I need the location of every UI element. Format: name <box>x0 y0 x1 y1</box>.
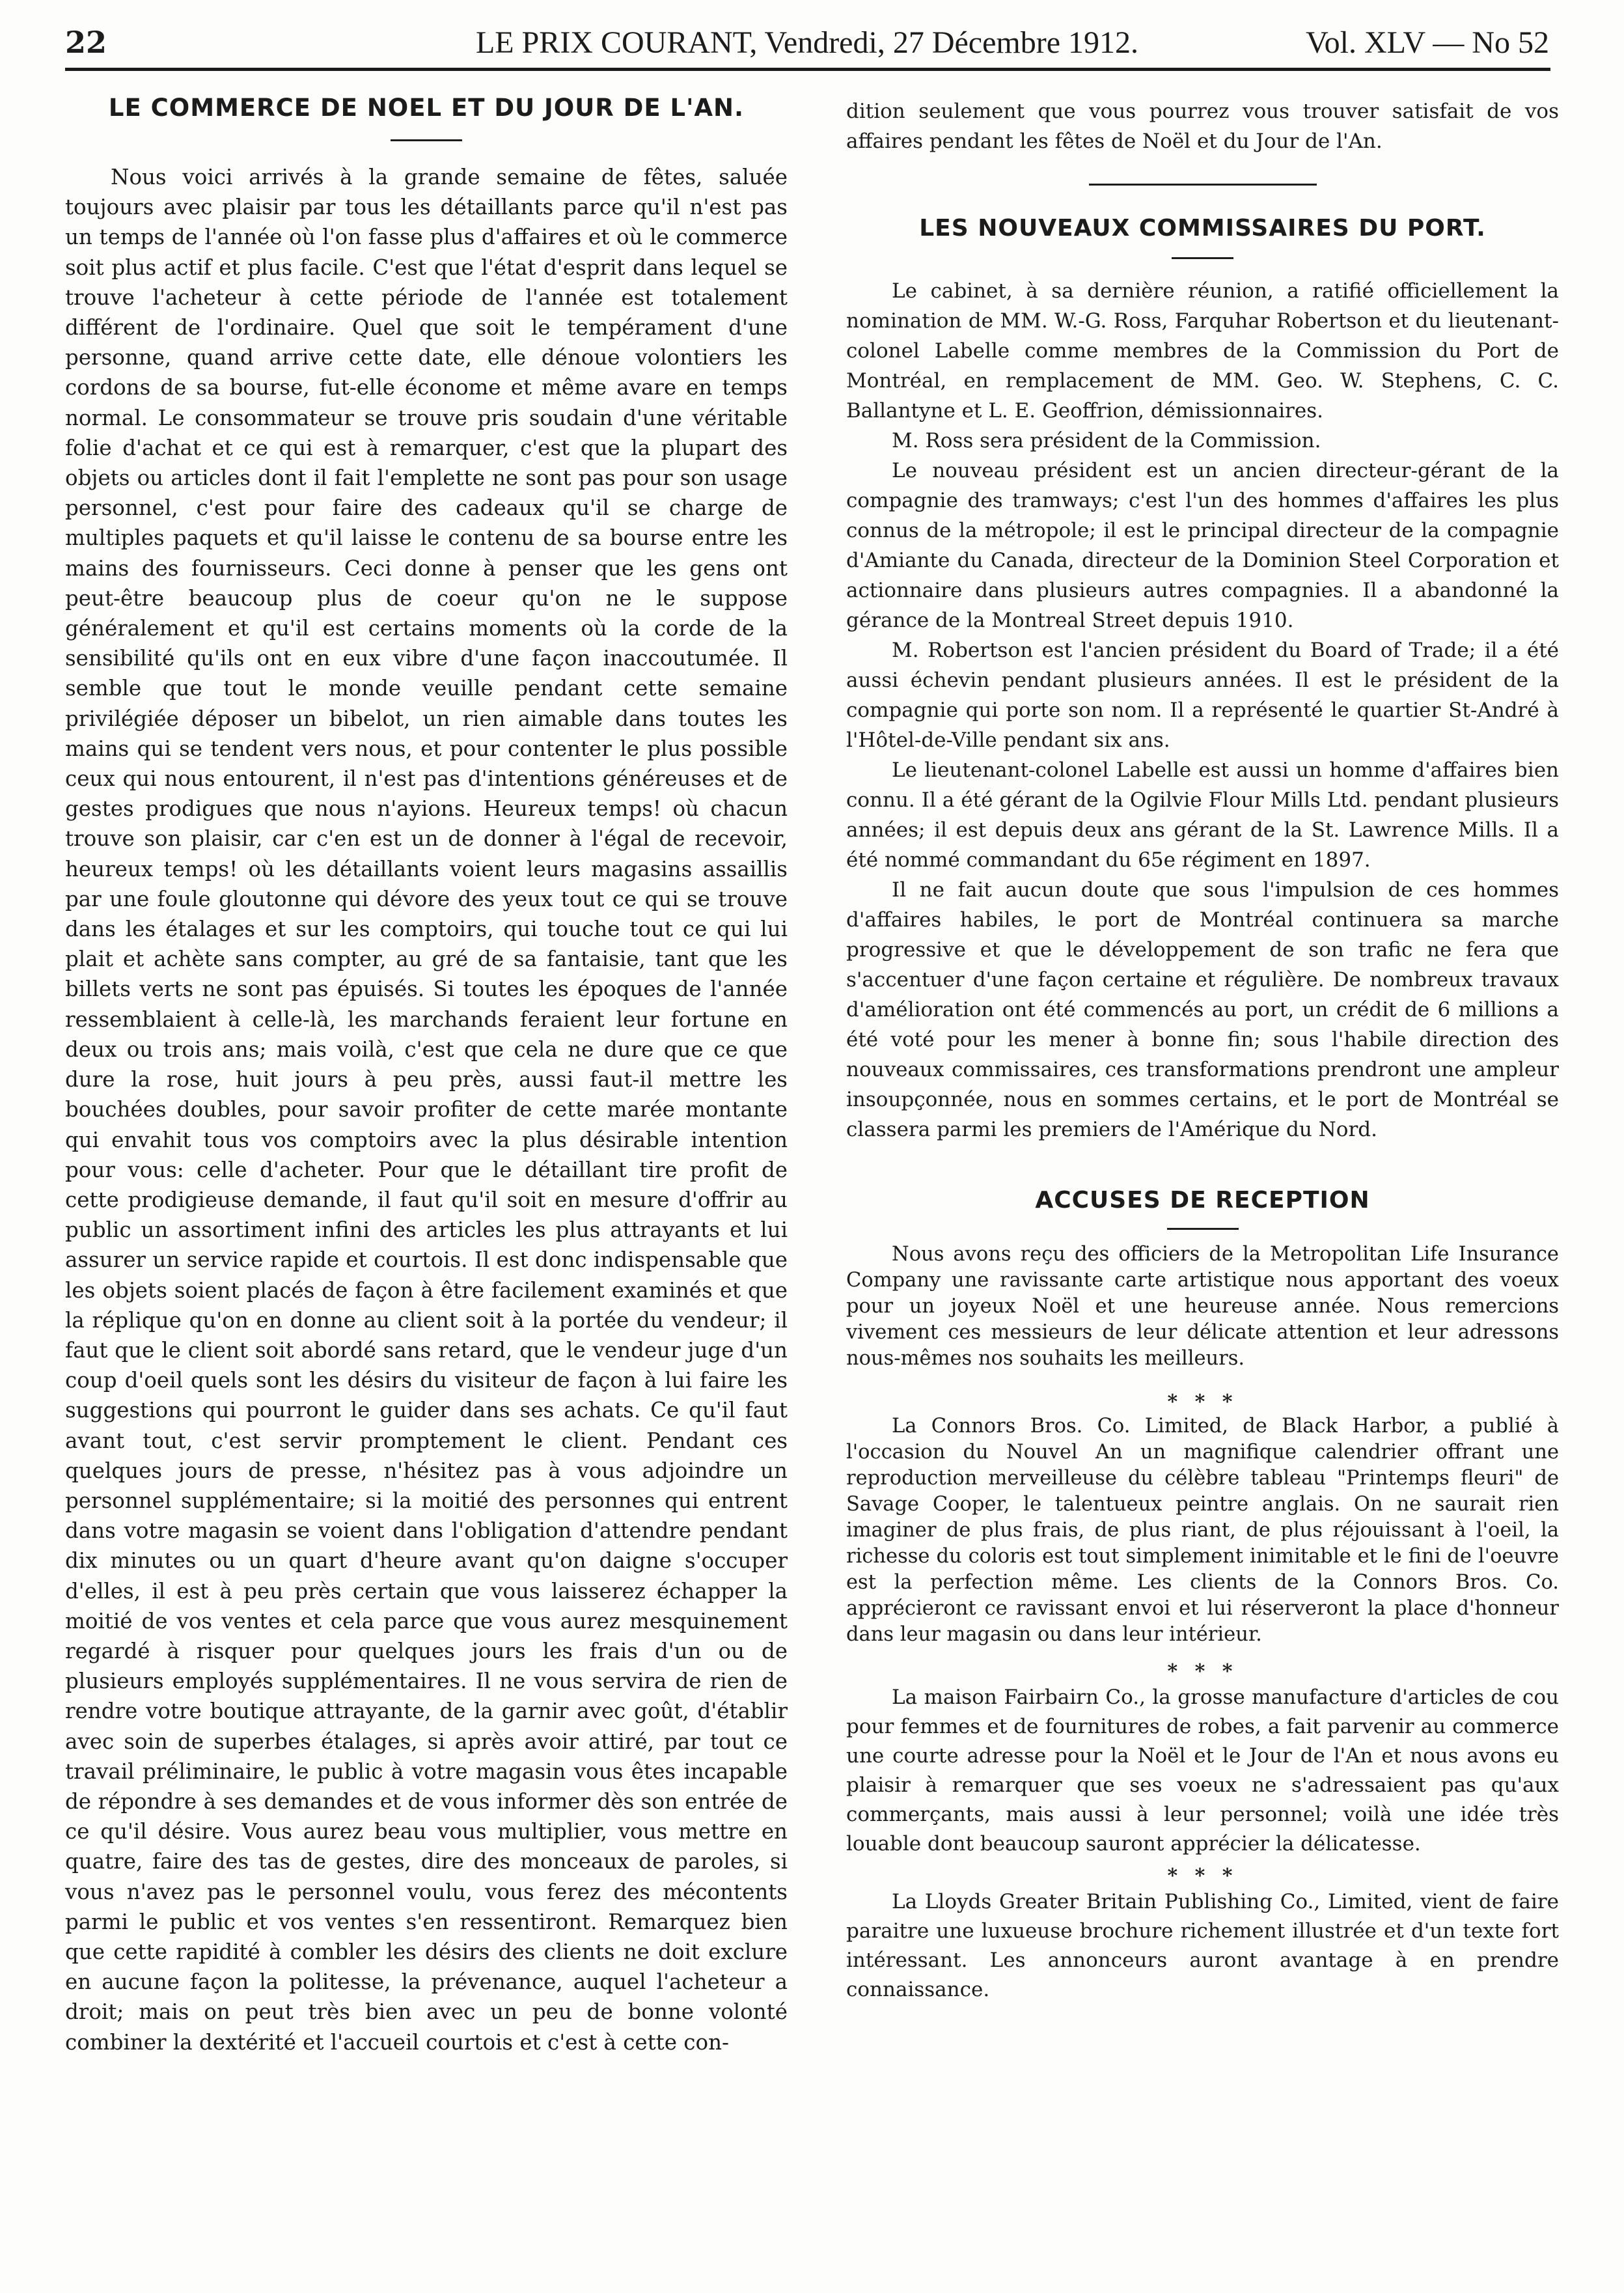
accuses-paragraph-3: La maison Fairbairn Co., la grosse manufacture d'articles de cou pour femmes et de fournitures de robes, a fait parvenir au commerce une courte adresse pour la Noël et le Jour de l'An et nous avons eu plaisir à remarquer que ses voeux ne s'adressaient pas qu'aux commerçants, mais aussi à leur personnel; voilà une idée très louable dont beaucoup sauront apprécier la délicatesse. <box>846 1686 1559 1855</box>
separator-stars: * * * <box>1167 1391 1238 1413</box>
article-noel-text: Nous voici arrivés à la grande semaine de fêtes, saluée toujours avec plaisir par tous les détaillants parce qu'il n'est pas un temps de l'année où l'on fasse plus d'affaires et où le commerce soit plus actif et plus facile. C'est que l'état d'esprit dans lequel se trouve l'acheteur à cette période de l'année est totalement différent de l'ordinaire. Quel que soit le tempérament d'une personne, quand arrive cette date, elle dénoue volontiers les cordons de sa bourse, fut-elle économe et même avare en temps normal. Le consommateur se trouve pris soudain d'une véritable folie d'achat et ce qui est à remarquer, c'est que la plupart des objets ou articles dont il fait l'emplette ne sont pas pour son usage personnel, c'est pour faire des cadeaux qu'il se charge de multiples paquets et qu'il laisse le contenu de sa bourse entre les mains des fournisseurs. Ceci donne à penser que les gens ont peut-être beaucoup plus de coeur qu'on ne le suppose généralement et qu'il est certains moments où la corde de la sensibilité qu'ils ont en eux vibre d'une façon inaccoutumée. Il semble que tout le monde veuille pendant cette semaine privilégiée déposer un bibelot, un rien aimable dans toutes les mains qui se tendent vers nous, et pour contenter le plus possible ceux qui nous entourent, il n'est pas d'intentions généreuses et de gestes prodigues que nous n'ayions. Heureux temps! où chacun trouve son plaisir, car c'en est un de donner à l'égal de recevoir, heureux temps! où les détaillants voient leurs magasins assaillis par une foule gloutonne qui dévore des yeux tout ce qui se trouve dans les étalages et sur les comptoirs, qui touche tout ce qui lui plait et achète sans compter, au gré de sa fantaisie, tant que les billets verts ne sont pas épuisés. Si toutes les époques de l'année ressemblaient à celle-là, les marchands feraient leur fortune en deux ou trois ans; mais voilà, c'est que cela ne dure que ce que dure la rose, huit jours à peu près, aussi faut-il mettre les bouchées doubles, pour savoir profiter de cette marée montante qui envahit tous vos comptoirs avec la plus désirable intention pour vous: celle d'acheter. Pour que le détaillant tire profit de cette prodigieuse demande, il faut qu'il soit en mesure d'offrir au public un assortiment infini des articles les plus attrayants et lui assurer un service rapide et courtois. Il est donc indispensable que les objets soient placés de façon à être facilement examinés et que la réplique qu'on en donne au client soit à la portée du vendeur; il faut que le client soit abordé sans retard, que le vendeur juge d'un coup d'oeil quels sont les désirs du visiteur de façon à lui faire les suggestions qui pourront le guider dans ses achats. Ce qu'il faut avant tout, c'est servir promptement le client. Pendant ces quelques jours de presse, n'hésitez pas à vous adjoindre un personnel supplémentaire; si la moitié des personnes qui entrent dans votre magasin se voient dans l'obligation d'attendre pendant dix minutes ou un quart d'heure avant qu'on daigne s'occuper d'elles, il est à peu près certain que vous laisserez échapper la moitié de vos ventes et cela parce que vous aurez mesquinement regardé à risquer pour quelques jours les frais d'un ou de plusieurs employés supplémentaires. Il ne vous servira de rien de rendre votre boutique attrayante, de la garnir avec goût, d'établir avec soin de superbes étalages, si après avoir attiré, par tout ce travail préliminaire, le public à votre magasin vous êtes incapable de répondre à ses demandes et de vous informer dès son entrée de ce qu'il désire. Vous aurez beau vous multiplier, vous mettre en quatre, faire des tas de gestes, dire des monceaux de paroles, si vous n'avez pas le personnel voulu, vous ferez des mécontents parmi le public et vos ventes s'en ressentiront. Remarquez bien que cette rapidité à combler les désirs des clients ne doit exclure en aucune façon la politesse, la prévenance, auquel l'acheteur a droit; mais on peut très bien avec un peu de bonne volonté combiner la dextérité et l'accueil courtois et c'est à cette con- <box>65 165 788 2055</box>
heading-commissaires: LES NOUVEAUX COMMISSAIRES DU PORT. <box>919 215 1486 242</box>
heading-rule <box>1172 257 1233 259</box>
port-paragraph-2: M. Ross sera président de la Commission. <box>892 429 1321 452</box>
separator-stars: * * * <box>1167 1660 1238 1683</box>
heading-rule <box>391 139 462 141</box>
port-paragraph-6: Il ne fait aucun doute que sous l'impulsion de ces hommes d'affaires habiles, le port de Montréal continuera sa marche progressive et que le développement de son trafic ne fera que s'accentuer d'une façon certaine et régulière. De nombreux travaux d'amélioration ont été commencés au port, un crédit de 6 millions a été voté pour les mener à bonne fin; sous l'habile direction des nouveaux commissaires, ces transformations prendront une ampleur insoupçonnée, nous en sommes certains, et le port de Montréal se classera parmi les premiers de l'Amérique du Nord. <box>846 878 1559 1141</box>
separator-stars: * * * <box>1167 1865 1238 1887</box>
heading-commerce-noel: LE COMMERCE DE NOEL ET DU JOUR DE L'AN. <box>108 94 745 122</box>
port-paragraph-3: Le nouveau président est un ancien directeur-gérant de la compagnie des tramways; c'est l'un des hommes d'affaires les plus connus de la métropole; il est le principal directeur de la compagnie d'Amiante du Canada, directeur de la Dominion Steel Corporation et actionnaire dans plusieurs autres compagnies. Il a abandonné la gérance de la Montreal Street depuis 1910. <box>846 459 1559 632</box>
port-paragraph-4: M. Robertson est l'ancien président du Board of Trade; il a été aussi échevin pendant plusieurs années. Il est le président de la compagnie qui porte son nom. Il a représenté le quartier St-André à l'Hôtel-de-Ville pendant six ans. <box>846 639 1559 752</box>
section-divider <box>1089 184 1317 186</box>
accuses-paragraph-2: La Connors Bros. Co. Limited, de Black Harbor, a publié à l'occasion du Nouvel An un magnifique calendrier offrant une reproduction merveilleuse du célèbre tableau "Printemps fleuri" de Savage Cooper, le talentueux peintre anglais. On ne saurait rien imaginer de plus frais, de plus riant, de plus réjouissant à l'oeil, la richesse du coloris est tout simplement inimitable et le fini de l'oeuvre est la perfection même. Les clients de la Connors Bros. Co. apprécieront ce ravissant envoi et lui réserveront la place d'honneur dans leur magasin ou dans leur intérieur. <box>846 1415 1559 1646</box>
right-column <box>846 96 1559 2005</box>
heading-rule <box>1167 1228 1239 1230</box>
header-rule <box>65 68 1550 71</box>
accuses-paragraph-4: La Lloyds Greater Britain Publishing Co., Limited, vient de faire paraitre une luxueuse brochure richement illustrée et d'un texte fort intéressant. Les annonceurs auront avantage à en prendre connaissance. <box>846 1890 1559 2001</box>
left-column <box>65 91 788 2057</box>
heading-accuses: ACCUSES DE RECEPTION <box>1035 1187 1370 1214</box>
running-title: LE PRIX COURANT, Vendredi, 27 Décembre 1912. <box>475 25 1139 60</box>
accuses-paragraph-1: Nous avons reçu des officiers de la Metropolitan Life Insurance Company une ravissante carte artistique nous apportant des voeux pour un joyeux Noël et une heureuse année. Nous remercions vivement ces messieurs de leur délicate attention et leur adressons nous-mêmes nos souhaits les meilleurs. <box>846 1243 1559 1370</box>
volume-number: Vol. XLV — No 52 <box>1306 25 1549 60</box>
page-number: 22 <box>65 25 107 60</box>
article-noel-continuation: dition seulement que vous pourrez vous trouver satisfait de vos affaires pendant les fêtes de Noël et du Jour de l'An. <box>846 100 1559 153</box>
page-header <box>65 25 1549 65</box>
port-paragraph-5: Le lieutenant-colonel Labelle est aussi un homme d'affaires bien connu. Il a été gérant de la Ogilvie Flour Mills Ltd. pendant plusieurs années; il est depuis deux ans gérant de la St. Lawrence Mills. Il a été nommé commandant du 65e régiment en 1897. <box>846 758 1559 872</box>
port-paragraph-1: Le cabinet, à sa dernière réunion, a ratifié officiellement la nomination de MM. W.-G. Ross, Farquhar Robertson et du lieutenant-colonel Labelle comme membres de la Commission du Port de Montréal, en remplacement de MM. Geo. W. Stephens, C. C. Ballantyne et L. E. Geoffrion, démissionnaires. <box>846 279 1559 423</box>
